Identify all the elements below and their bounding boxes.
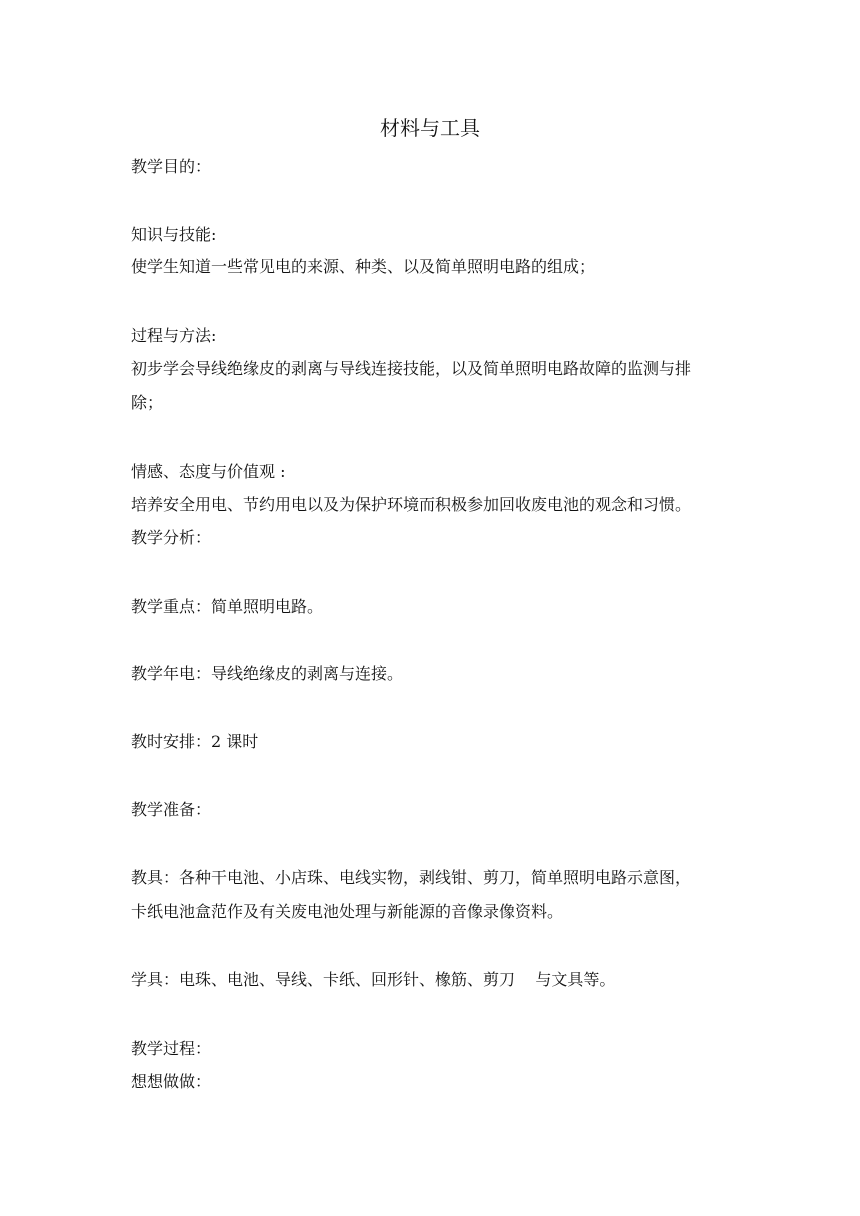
heading-teaching-analysis: 教学分析： <box>131 528 212 547</box>
lesson-schedule: 教时安排：2 课时 <box>131 732 259 751</box>
heading-teaching-preparation: 教学准备： <box>131 800 212 819</box>
paragraph-process-methods-line-1: 初步学会导线绝缘皮的剥离与导线连接技能，以及简单照明电路故障的监测与排 <box>131 359 692 378</box>
document-title: 材料与工具 <box>380 116 480 140</box>
teaching-key-point: 教学重点：简单照明电路。 <box>131 597 324 616</box>
heading-teaching-goals: 教学目的： <box>131 157 212 176</box>
heading-think-and-do: 想想做做： <box>131 1072 212 1091</box>
heading-knowledge-skills: 知识与技能: <box>131 225 217 244</box>
student-materials: 学具：电珠、电池、导线、卡纸、回形针、橡筋、剪刀 与文具等。 <box>131 970 616 989</box>
heading-process-methods: 过程与方法: <box>131 326 217 345</box>
paragraph-process-methods-line-2: 除； <box>131 393 164 412</box>
paragraph-emotion-values: 培养安全用电、节约用电以及为保护环境而积极参加回收废电池的观念和习惯。 <box>131 495 692 514</box>
heading-emotion-values: 情感、态度与价值观 : <box>131 462 286 481</box>
teaching-difficulty: 教学年电：导线绝缘皮的剥离与连接。 <box>131 664 404 683</box>
teaching-aids-line-2: 卡纸电池盒范作及有关废电池处理与新能源的音像录像资料。 <box>131 902 564 921</box>
teaching-aids-line-1: 教具：各种干电池、小店珠、电线实物，剥线钳、剪刀，简单照明电路示意图， <box>131 868 692 887</box>
paragraph-knowledge-skills: 使学生知道一些常见电的来源、种类、以及简单照明电路的组成； <box>131 257 596 276</box>
heading-teaching-process: 教学过程： <box>131 1039 212 1058</box>
